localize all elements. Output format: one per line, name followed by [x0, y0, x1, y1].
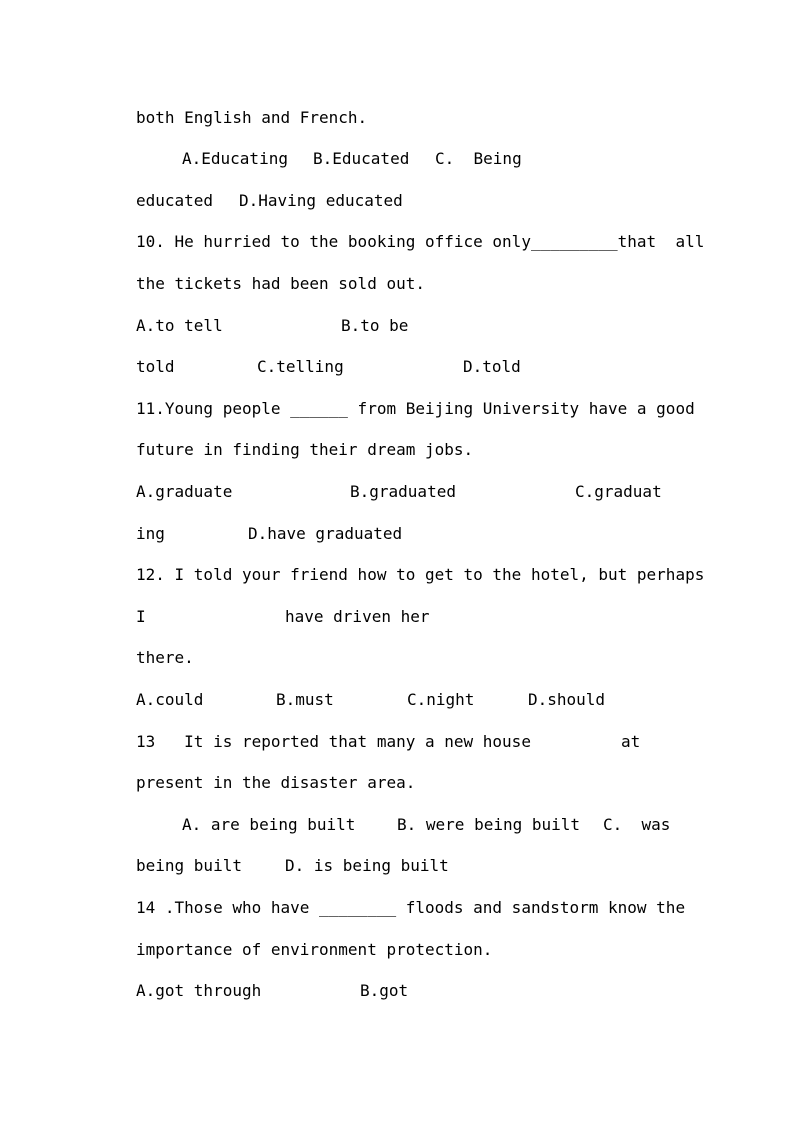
option-line — [136, 979, 409, 1003]
option-line — [136, 688, 606, 712]
question-text: 14 .Those who have ________ floods and sandstorm know the — [136, 898, 686, 917]
option-c-cont: ing — [136, 524, 165, 543]
question-text: future in finding their dream jobs. — [136, 440, 474, 459]
option-a: A.Educating — [182, 149, 288, 168]
text-line — [136, 106, 368, 130]
option-d: D.should — [528, 690, 606, 709]
question-text: at — [621, 732, 641, 751]
option-line — [136, 854, 449, 878]
option-b: B.must — [276, 690, 334, 709]
question-10 — [136, 230, 705, 254]
option-line — [136, 147, 522, 171]
option-b: B. were being built — [397, 815, 581, 834]
question-text: the tickets had been sold out. — [136, 274, 425, 293]
option-line — [136, 189, 403, 213]
option-line — [136, 813, 671, 837]
text-line — [136, 646, 194, 670]
question-12 — [136, 563, 705, 587]
option-c: C.night — [407, 690, 475, 709]
question-text: 12. I told your friend how to get to the hotel, but perhaps — [136, 565, 705, 584]
option-a: A.could — [136, 690, 204, 709]
option-c: C. Being — [435, 149, 522, 168]
text-line — [136, 605, 430, 629]
option-a: A.to tell — [136, 316, 223, 335]
option-c: C.telling — [257, 357, 344, 376]
option-b: B.graduated — [350, 482, 456, 501]
option-a: A.graduate — [136, 482, 233, 501]
option-c: C.graduat — [575, 482, 662, 501]
option-d: D.Having educated — [239, 191, 403, 210]
option-line — [136, 314, 409, 338]
option-c-cont: being built — [136, 856, 242, 875]
option-b: B.got — [360, 981, 409, 1000]
option-line — [136, 480, 662, 504]
option-c: C. was — [603, 815, 671, 834]
question-text: 13 It is reported that many a new house — [136, 732, 531, 751]
text-line — [136, 438, 474, 462]
question-text: 11.Young people ______ from Beijing University have a good — [136, 399, 695, 418]
question-text: have driven her — [285, 607, 430, 626]
option-b-cont: told — [136, 357, 175, 376]
question-13 — [136, 730, 641, 754]
option-c-cont: educated — [136, 191, 214, 210]
option-d: D. is being built — [285, 856, 449, 875]
option-b: B.to be — [341, 316, 409, 335]
option-b: B.Educated — [313, 149, 410, 168]
text-line — [136, 771, 416, 795]
option-d: D.have graduated — [248, 524, 403, 543]
option-line — [136, 355, 521, 379]
question-14 — [136, 896, 686, 920]
question-text: there. — [136, 648, 194, 667]
option-line — [136, 522, 403, 546]
option-a: A. are being built — [182, 815, 356, 834]
question-text: present in the disaster area. — [136, 773, 416, 792]
text-line — [136, 938, 493, 962]
question-text: importance of environment protection. — [136, 940, 493, 959]
question-text: I — [136, 607, 146, 626]
option-d: D.told — [463, 357, 521, 376]
option-a: A.got through — [136, 981, 262, 1000]
question-text: 10. He hurried to the booking office only_________that all — [136, 232, 705, 251]
question-11 — [136, 397, 695, 421]
text-segment: both English and French. — [136, 108, 368, 127]
text-line — [136, 272, 425, 296]
